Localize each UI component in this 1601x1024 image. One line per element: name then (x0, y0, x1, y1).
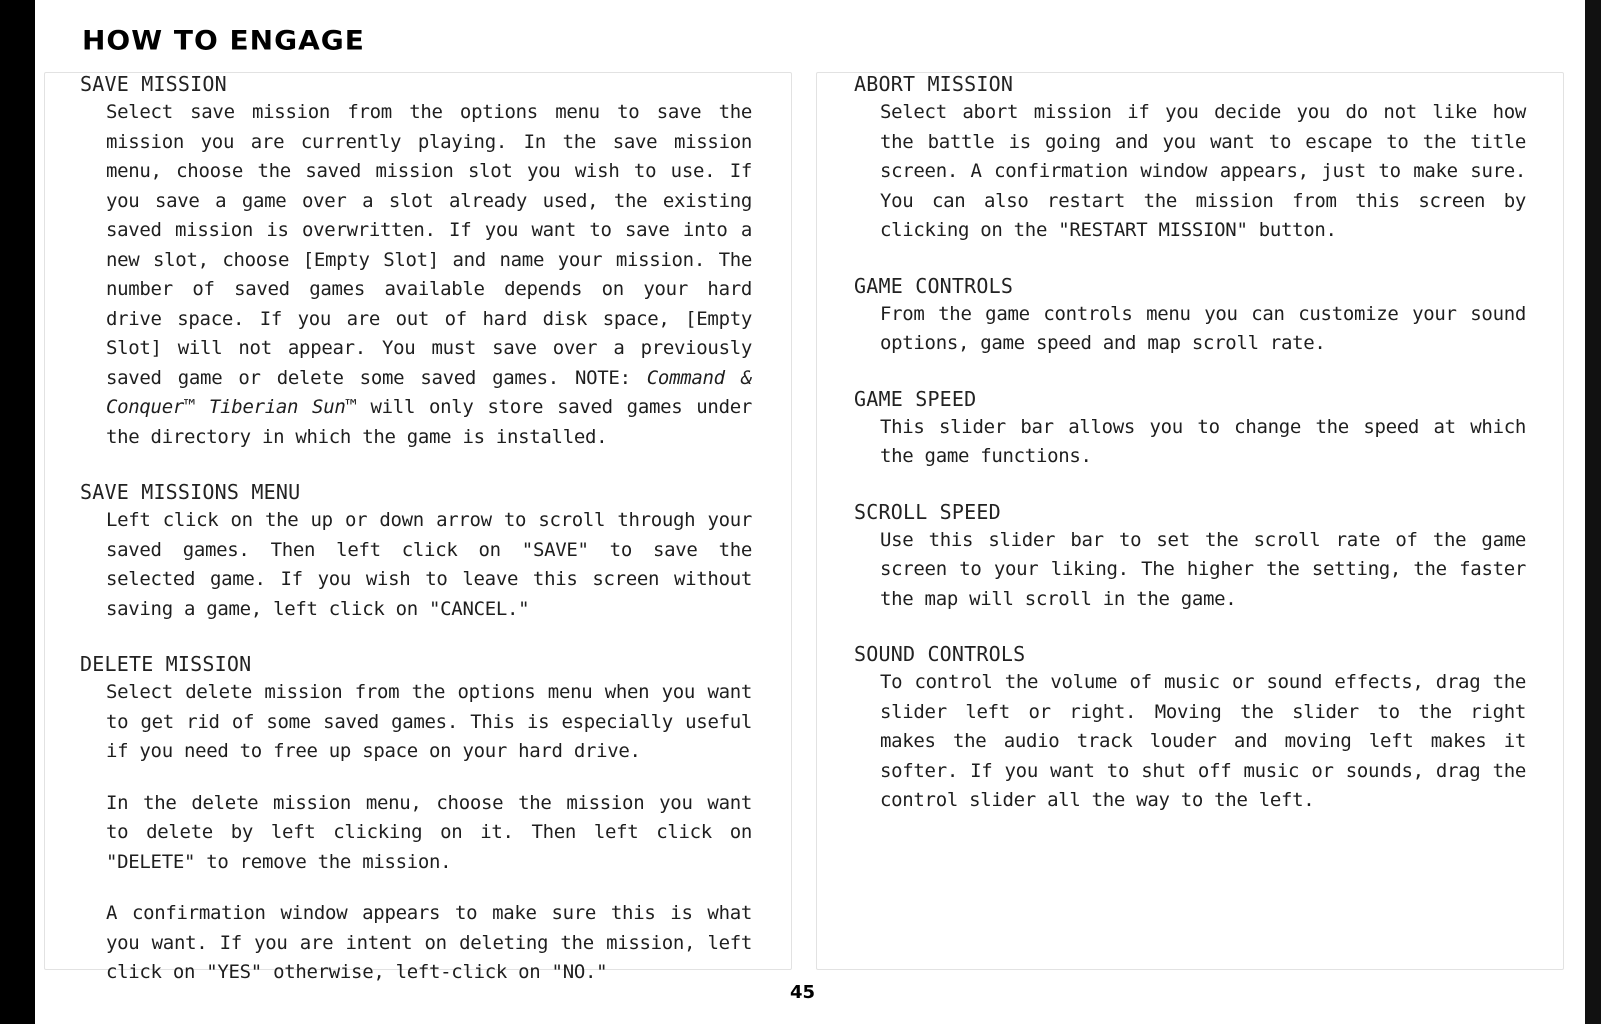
section-body (106, 98, 752, 452)
section-scroll-speed (854, 498, 1526, 615)
section-delete-mission (80, 650, 752, 988)
left-edge-bar (0, 0, 35, 1024)
section-body: Select abort mission if you decide you do not like how the battle is going and you want to escape to the title screen. A confirmation window appears, just to make sure. You can also restart the mission from this screen by clicking on the "RESTART MISSION" button. (880, 101, 1526, 241)
section-game-speed (854, 385, 1526, 472)
section-body: From the game controls menu you can customize your sound options, game speed and map scroll rate. (880, 302, 1526, 354)
section-heading: ABORT MISSION (854, 72, 1014, 96)
body-text: Select save mission from the options menu to save the mission you are currently playing. In the save mission menu, choose the saved mission slot you wish to use. If you save a game over a slot already used, the existing saved mission is overwritten. If you want to save into a new slot, choose [Empty Slot] and name your mission. The number of saved games available depends on your hard drive space. If you are out of hard disk space, [Empty Slot] will not appear. You must save over a previously saved game or delete some saved games. NOTE: (106, 101, 752, 389)
right-edge-bar (1585, 0, 1601, 1024)
paragraph: A confirmation window appears to make sure this is what you want. If you are intent on deleting the mission, left click on "YES" otherwise, left-click on "NO." (106, 902, 752, 983)
section-body: To control the volume of music or sound effects, drag the slider left or right. Moving the slider to the right makes the audio track louder and moving left makes it softer. If you want to shut off music or sounds, drag the control slider all the way to the left. (880, 671, 1526, 811)
page-title: HOW TO ENGAGE (82, 24, 365, 57)
section-heading: SAVE MISSION (80, 72, 227, 96)
section-sound-controls (854, 640, 1526, 816)
section-body: Left click on the up or down arrow to scroll through your saved games. Then left click on "SAVE" to save the selected game. If you wish to leave this screen without saving a game, left click on "CANCEL." (106, 509, 752, 620)
section-heading: GAME CONTROLS (854, 273, 1014, 298)
section-body (106, 678, 752, 988)
section-heading: SOUND CONTROLS (854, 642, 1026, 666)
paragraph: In the delete mission menu, choose the mission you want to delete by left clicking on it. Then left click on "DELETE" to remove the mission. (106, 791, 752, 873)
section-save-mission (80, 70, 752, 452)
body-text: will only store saved games under the directory in which the game is installed. (106, 396, 752, 448)
section-save-missions-menu (80, 478, 752, 624)
paragraph: Select delete mission from the options menu when you want to get rid of some saved games. This is especially useful if you need to free up space on your hard drive. (106, 681, 752, 762)
section-body: This slider bar allows you to change the speed at which the game functions. (880, 415, 1526, 467)
left-column (80, 70, 752, 1014)
page-number: 45 (790, 982, 816, 1003)
section-abort-mission (854, 70, 1526, 246)
section-heading: SCROLL SPEED (854, 499, 1001, 524)
section-heading: GAME SPEED (854, 386, 977, 411)
section-heading: DELETE MISSION (80, 652, 252, 676)
section-body: Use this slider bar to set the scroll rate of the game screen to your liking. The higher the setting, the faster the map will scroll in the game. (880, 528, 1526, 610)
right-column (854, 70, 1526, 842)
section-heading: SAVE MISSIONS MENU (80, 480, 301, 504)
game-title-text: Command & Conquer™ Tiberian Sun™ (106, 366, 752, 418)
section-game-controls (854, 272, 1526, 359)
